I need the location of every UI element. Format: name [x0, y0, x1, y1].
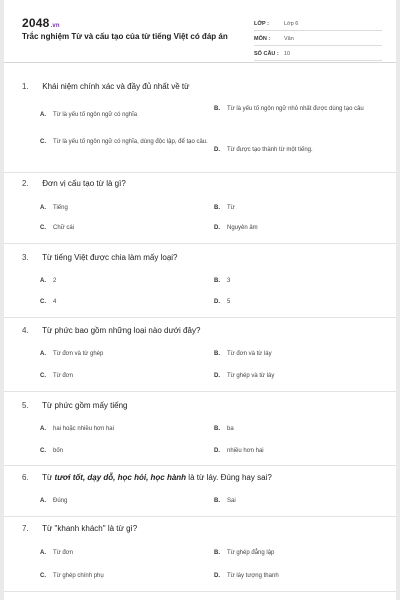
option-a[interactable]: A. 2: [40, 278, 57, 285]
option-c[interactable]: C. Chữ cái: [40, 225, 75, 232]
quiz-sheet: [4, 0, 396, 600]
question-text: Từ tươi tốt, dạy dỗ, học hỏi, học hành là từ láy. Đúng hay sai?: [42, 473, 272, 482]
question-text: Từ tiếng Việt được chia làm mấy loại?: [42, 253, 178, 262]
meta-subject: MÔN : Văn: [254, 32, 382, 46]
option-c[interactable]: C. Từ là yếu tố ngôn ngữ có nghĩa, dùng độc lập, để tạo câu.: [40, 139, 208, 146]
option-c[interactable]: C. 4: [40, 299, 57, 306]
emphasized-words: tươi tốt, dạy dỗ, học hỏi, học hành: [54, 473, 187, 482]
option-a[interactable]: A. Từ đơn và từ ghép: [40, 351, 104, 358]
option-c[interactable]: C. bốn: [40, 448, 64, 455]
question-text: Từ phức bao gồm những loại nào dưới đây?: [42, 326, 201, 335]
option-a[interactable]: A. Tiếng: [40, 205, 68, 212]
option-d[interactable]: D. Từ ghép và từ láy: [214, 373, 275, 380]
option-b[interactable]: B. Từ đơn và từ láy: [214, 351, 272, 358]
site-logo[interactable]: 2048.vn: [22, 16, 60, 30]
option-b[interactable]: B. ba: [214, 426, 234, 433]
option-a[interactable]: A. Đúng: [40, 498, 68, 505]
option-d[interactable]: D. Từ được tạo thành từ một tiếng.: [214, 147, 313, 154]
question-number: 7.: [22, 524, 29, 533]
page-title: Trắc nghiệm Từ và cấu tạo của từ tiếng Việt có đáp án: [22, 32, 228, 41]
option-d[interactable]: D. Nguyên âm: [214, 225, 258, 232]
question-number: 6.: [22, 473, 29, 482]
question-text: Từ "khanh khách" là từ gì?: [42, 524, 138, 533]
option-a[interactable]: A. hai hoặc nhiều hơn hai: [40, 426, 114, 433]
option-c[interactable]: C. Từ đơn: [40, 373, 73, 380]
question-number: 5.: [22, 401, 29, 410]
meta-question-count: SỐ CÂU : 10: [254, 47, 382, 61]
quiz-meta: [254, 17, 382, 62]
option-b[interactable]: B. 3: [214, 278, 231, 285]
option-d[interactable]: D. nhiều hơn hai: [214, 448, 264, 455]
question-text: Đơn vị cấu tạo từ là gì?: [42, 179, 126, 188]
option-b[interactable]: B. Từ ghép đẳng lập: [214, 550, 275, 557]
meta-class: LỚP : Lớp 6: [254, 17, 382, 31]
question-text: Khái niệm chính xác và đầy đủ nhất về từ: [42, 82, 190, 91]
question-number: 1.: [22, 82, 29, 91]
quiz-header: [4, 0, 396, 62]
option-c[interactable]: C. Từ ghép chính phụ: [40, 573, 104, 580]
question-text: Từ phức gồm mấy tiếng: [42, 401, 128, 410]
option-b[interactable]: B. Từ là yếu tố ngôn ngữ nhỏ nhất được dùng tạo câu: [214, 106, 364, 113]
option-b[interactable]: B. Sai: [214, 498, 236, 505]
option-a[interactable]: A. Từ là yếu tố ngôn ngữ có nghĩa: [40, 112, 138, 119]
question-number: 4.: [22, 326, 29, 335]
option-d[interactable]: D. 5: [214, 299, 231, 306]
option-d[interactable]: D. Từ láy tượng thanh: [214, 573, 279, 580]
question-number: 2.: [22, 179, 29, 188]
option-b[interactable]: B. Từ: [214, 205, 235, 212]
question-number: 3.: [22, 253, 29, 262]
header-divider: [4, 62, 396, 63]
option-a[interactable]: A. Từ đơn: [40, 550, 73, 557]
